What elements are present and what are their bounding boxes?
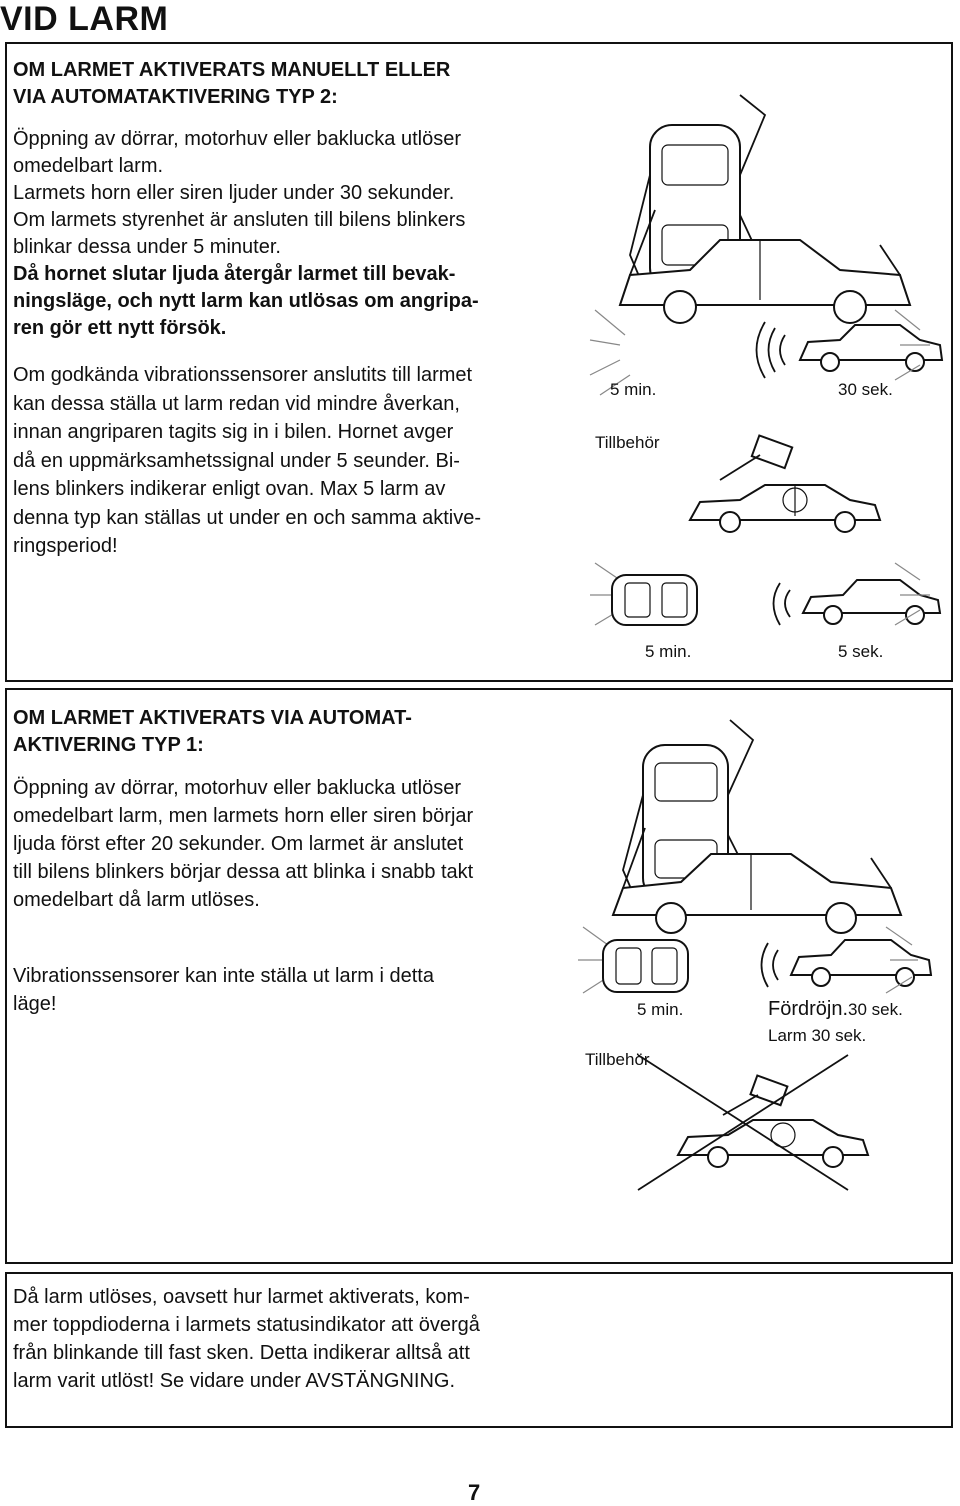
section3-paragraph [13, 1283, 713, 1395]
label-blink-time: 5 min. [645, 642, 692, 661]
text-line: omedelbart larm. [13, 155, 164, 177]
text-line: då en uppmärksamhetssignal under 5 seunder. Bi- [13, 449, 460, 472]
text-line: ringsperiod! [13, 535, 118, 557]
text-line: läge! [13, 993, 57, 1015]
label-horn-time: 5 sek. [838, 642, 884, 661]
label-delay-time: 30 sek. [848, 1000, 903, 1019]
text-line: lens blinkers indikerar enligt ovan. Max 5 larm av [13, 478, 446, 500]
text-line: denna typ kan ställas ut under en och samma aktive- [13, 506, 482, 529]
section1-paragraph-2 [13, 361, 573, 561]
label-accessory: Tillbehör [585, 1050, 650, 1069]
text-line: Då larm utlöses, oavsett hur larmet aktiverats, kom- [13, 1286, 470, 1308]
text-line: Larmets horn eller siren ljuder under 30 sekunder. [13, 182, 455, 204]
label-alarm-time: Larm 30 sek. [768, 1026, 867, 1045]
label-blink-time: 5 min. [637, 1000, 684, 1019]
text-line: blinkar dessa under 5 minuter. [13, 236, 281, 258]
page-title: VID LARM [0, 0, 169, 38]
section2-heading [13, 705, 412, 759]
label-delay [768, 998, 903, 1021]
label-delay-prefix: Fördröjn. [768, 998, 849, 1020]
text-line: till bilens blinkers börjar dessa att blinka i snabb takt [13, 861, 474, 883]
flash-marks-icon [886, 927, 918, 993]
section2-heading-line: OM LARMET AKTIVERATS VIA AUTOMAT- [13, 707, 412, 729]
text-line: Då hornet slutar ljuda återgår larmet till bevak- [13, 263, 456, 285]
section1-paragraph-1 [13, 126, 573, 342]
text-line: Om larmets styrenhet är ansluten till bilens blinkers [13, 209, 466, 231]
page-number: 7 [468, 1480, 481, 1505]
section2-illustration [578, 715, 918, 1195]
car-side-view-horn [774, 580, 941, 625]
car-top-view [603, 940, 688, 992]
car-side-view-horn [762, 940, 932, 987]
car-side-view-impact [678, 1120, 868, 1167]
section2-paragraph-1 [13, 774, 573, 914]
text-line: Om godkända vibrationssensorer anslutits till larmet [13, 364, 473, 386]
hammer-icon [723, 1075, 787, 1115]
text-line: Vibrationssensorer kan inte ställa ut larm i detta [13, 965, 434, 987]
text-line: larm varit utlöst! Se vidare under AVSTÄNGNING. [13, 1370, 456, 1392]
text-line: omedelbart då larm utlöses. [13, 889, 260, 911]
section2-paragraph-2 [13, 962, 573, 1018]
car-side-view-impact [690, 484, 880, 532]
text-line: ningsläge, och nytt larm kan utlösas om angripa- [13, 290, 479, 312]
car-side-view-horn [757, 322, 943, 378]
label-blink-time: 5 min. [610, 380, 657, 399]
label-horn-time: 30 sek. [838, 380, 893, 399]
text-line: Öppning av dörrar, motorhuv eller baklucka utlöser [13, 128, 462, 150]
section1-heading-line: VIA AUTOMATAKTIVERING TYP 2: [13, 86, 338, 108]
text-line: Öppning av dörrar, motorhuv eller baklucka utlöser [13, 777, 462, 799]
hammer-icon [720, 435, 792, 480]
text-line: innan angriparen tagits sig in i bilen. Hornet avger [13, 421, 454, 443]
label-accessory: Tillbehör [595, 433, 660, 452]
car-top-view [612, 575, 697, 625]
section1-heading [13, 57, 450, 111]
text-line: omedelbart larm, men larmets horn eller siren börjar [13, 805, 474, 827]
section2-heading-line: AKTIVERING TYP 1: [13, 734, 204, 756]
text-line: mer toppdioderna i larmets statusindikator att övergå [13, 1314, 480, 1336]
text-line: ljuda först efter 20 sekunder. Om larmet är anslutet [13, 833, 464, 855]
text-line: från blinkande till fast sken. Detta indikerar alltså att [13, 1342, 470, 1364]
section1-heading-line: OM LARMET AKTIVERATS MANUELLT ELLER [13, 59, 451, 81]
section1-illustration [590, 85, 920, 655]
text-line: kan dessa ställa ut larm redan vid mindre åverkan, [13, 392, 460, 415]
text-line: ren gör ett nytt försök. [13, 317, 227, 339]
